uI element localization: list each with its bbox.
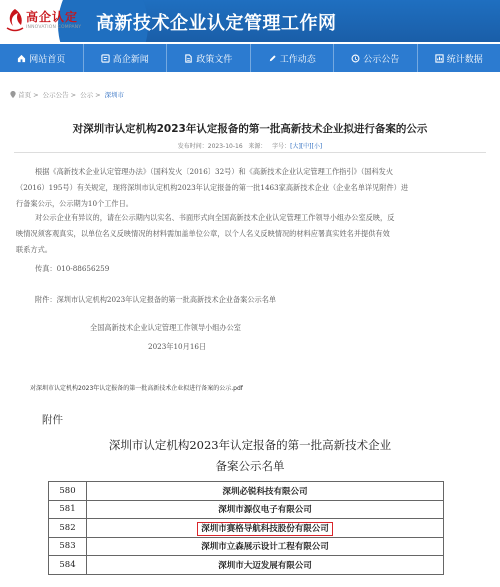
nav-item-label: 工作动态 (279, 54, 316, 65)
breadcrumb-current[interactable]: 深圳市 (104, 91, 125, 99)
para1-line3: 行备案公示，公示期为10个工作日。 (16, 199, 133, 208)
list-title-line2: 备案公示名单 (215, 459, 285, 473)
logo-text-cn: 高企认定 (26, 10, 79, 24)
table-row (49, 500, 444, 519)
font-size-label: 字号： (272, 143, 291, 150)
para2-line2: 映情况须客观真实，以单位名义反映情况的材料需加盖单位公章，以个人名义反映情况的材料应署真实姓名并提供有效 (16, 229, 390, 238)
table-row (49, 482, 444, 501)
company-name-highlighted: 深圳市赛格导航科技股份有限公司 (201, 523, 329, 534)
company-name: 深圳市源仪电子有限公司 (218, 505, 312, 516)
location-pin-icon (10, 91, 16, 98)
company-name: 深圳必锐科技有限公司 (222, 486, 308, 497)
para1-line2: （2016）195号）有关规定，现将深圳市认定机构2023年认定报备的第一批1463家高新技术企业（企业名单详见附件）进 (16, 183, 409, 192)
company-name-cell (87, 500, 444, 519)
nav-item-label: 公示公告 (363, 54, 400, 65)
site-title: 高新技术企业认定管理工作网 (96, 13, 337, 34)
row-number: 581 (49, 500, 87, 519)
nav-item-label: 高企新闻 (112, 54, 149, 65)
row-number: 582 (49, 519, 87, 538)
nav-item-label: 统计数据 (446, 54, 483, 65)
article-meta (0, 141, 500, 150)
logo-text-en: INNOVATION COMPANY (26, 25, 82, 30)
nav-item-policy[interactable] (167, 44, 251, 72)
font-size-small[interactable]: [小] (311, 143, 323, 150)
breadcrumb-home[interactable]: 首页 (18, 91, 32, 99)
nav-item-work[interactable] (251, 44, 335, 72)
issuer-line: 全国高新技术企业认定管理工作领导小组办公室 (90, 323, 241, 332)
company-list-table (48, 481, 444, 575)
company-name: 深圳市立森展示设计工程有限公司 (201, 542, 329, 553)
news-icon (101, 54, 110, 63)
para2-line1: 对公示企业有异议的，请在公示期内以实名、书面形式向全国高新技术企业认定管理工作领导小组办公室反映，反 (35, 213, 395, 222)
attachment-line: 附件：深圳市认定机构2023年认定报备的第一批高新技术企业备案公示名单 (35, 295, 277, 304)
breadcrumb-announcements[interactable]: 公示公告 (42, 91, 69, 99)
company-name-cell (87, 556, 444, 575)
row-number: 584 (49, 556, 87, 575)
attachment-heading: 附件 (42, 414, 63, 426)
para1-line1: 根据《高新技术企业认定管理办法》（国科发火〔2016〕32号）和《高新技术企业认定管理工作指引》（国科发火 (35, 167, 394, 176)
font-size-large[interactable]: [大] (290, 143, 301, 150)
company-name-cell (87, 537, 444, 556)
announcement-icon (351, 54, 360, 63)
nav-item-announcements[interactable] (334, 44, 418, 72)
source-label: 来源： (248, 143, 267, 150)
company-name-cell (87, 482, 444, 501)
table-row (49, 537, 444, 556)
statistics-icon (435, 54, 444, 63)
logo-mark-icon (4, 7, 26, 33)
row-number: 583 (49, 537, 87, 556)
nav-item-news[interactable] (84, 44, 168, 72)
edit-icon (268, 54, 277, 63)
table-row (49, 556, 444, 575)
breadcrumb-notice[interactable]: 公示 (80, 91, 94, 99)
article-title: 对深圳市认定机构2023年认定报备的第一批高新技术企业拟进行备案的公示 (72, 123, 428, 135)
list-title-line1: 深圳市认定机构2023年认定报备的第一批高新技术企业 (108, 438, 392, 452)
publish-date: 发布时间：2023-10-16 (177, 143, 243, 150)
header-banner (0, 0, 500, 42)
table-row-highlighted (49, 519, 444, 538)
para2-line3: 联系方式。 (16, 245, 52, 254)
breadcrumb: 首页 > 公示公告 > 公示 > 深圳市 (10, 90, 124, 99)
nav-item-label: 网站首页 (29, 54, 66, 65)
issue-date: 2023年10月16日 (148, 342, 207, 351)
row-number: 580 (49, 482, 87, 501)
fax-line: 传真：010-88656259 (35, 264, 110, 273)
nav-item-statistics[interactable] (418, 44, 500, 72)
title-divider (14, 152, 486, 153)
nav-item-label: 政策文件 (196, 54, 233, 65)
home-icon (17, 54, 26, 63)
nav-item-home[interactable] (0, 44, 84, 72)
document-icon (184, 54, 193, 63)
company-name: 深圳市大迈发展有限公司 (218, 560, 312, 571)
main-nav (0, 44, 500, 72)
pdf-attachment-link[interactable]: 对深圳市认定机构2023年认定报备的第一批高新技术企业拟进行备案的公示.pdf (30, 385, 243, 392)
font-size-medium[interactable]: [中] (300, 143, 312, 150)
company-name-cell (87, 519, 444, 538)
